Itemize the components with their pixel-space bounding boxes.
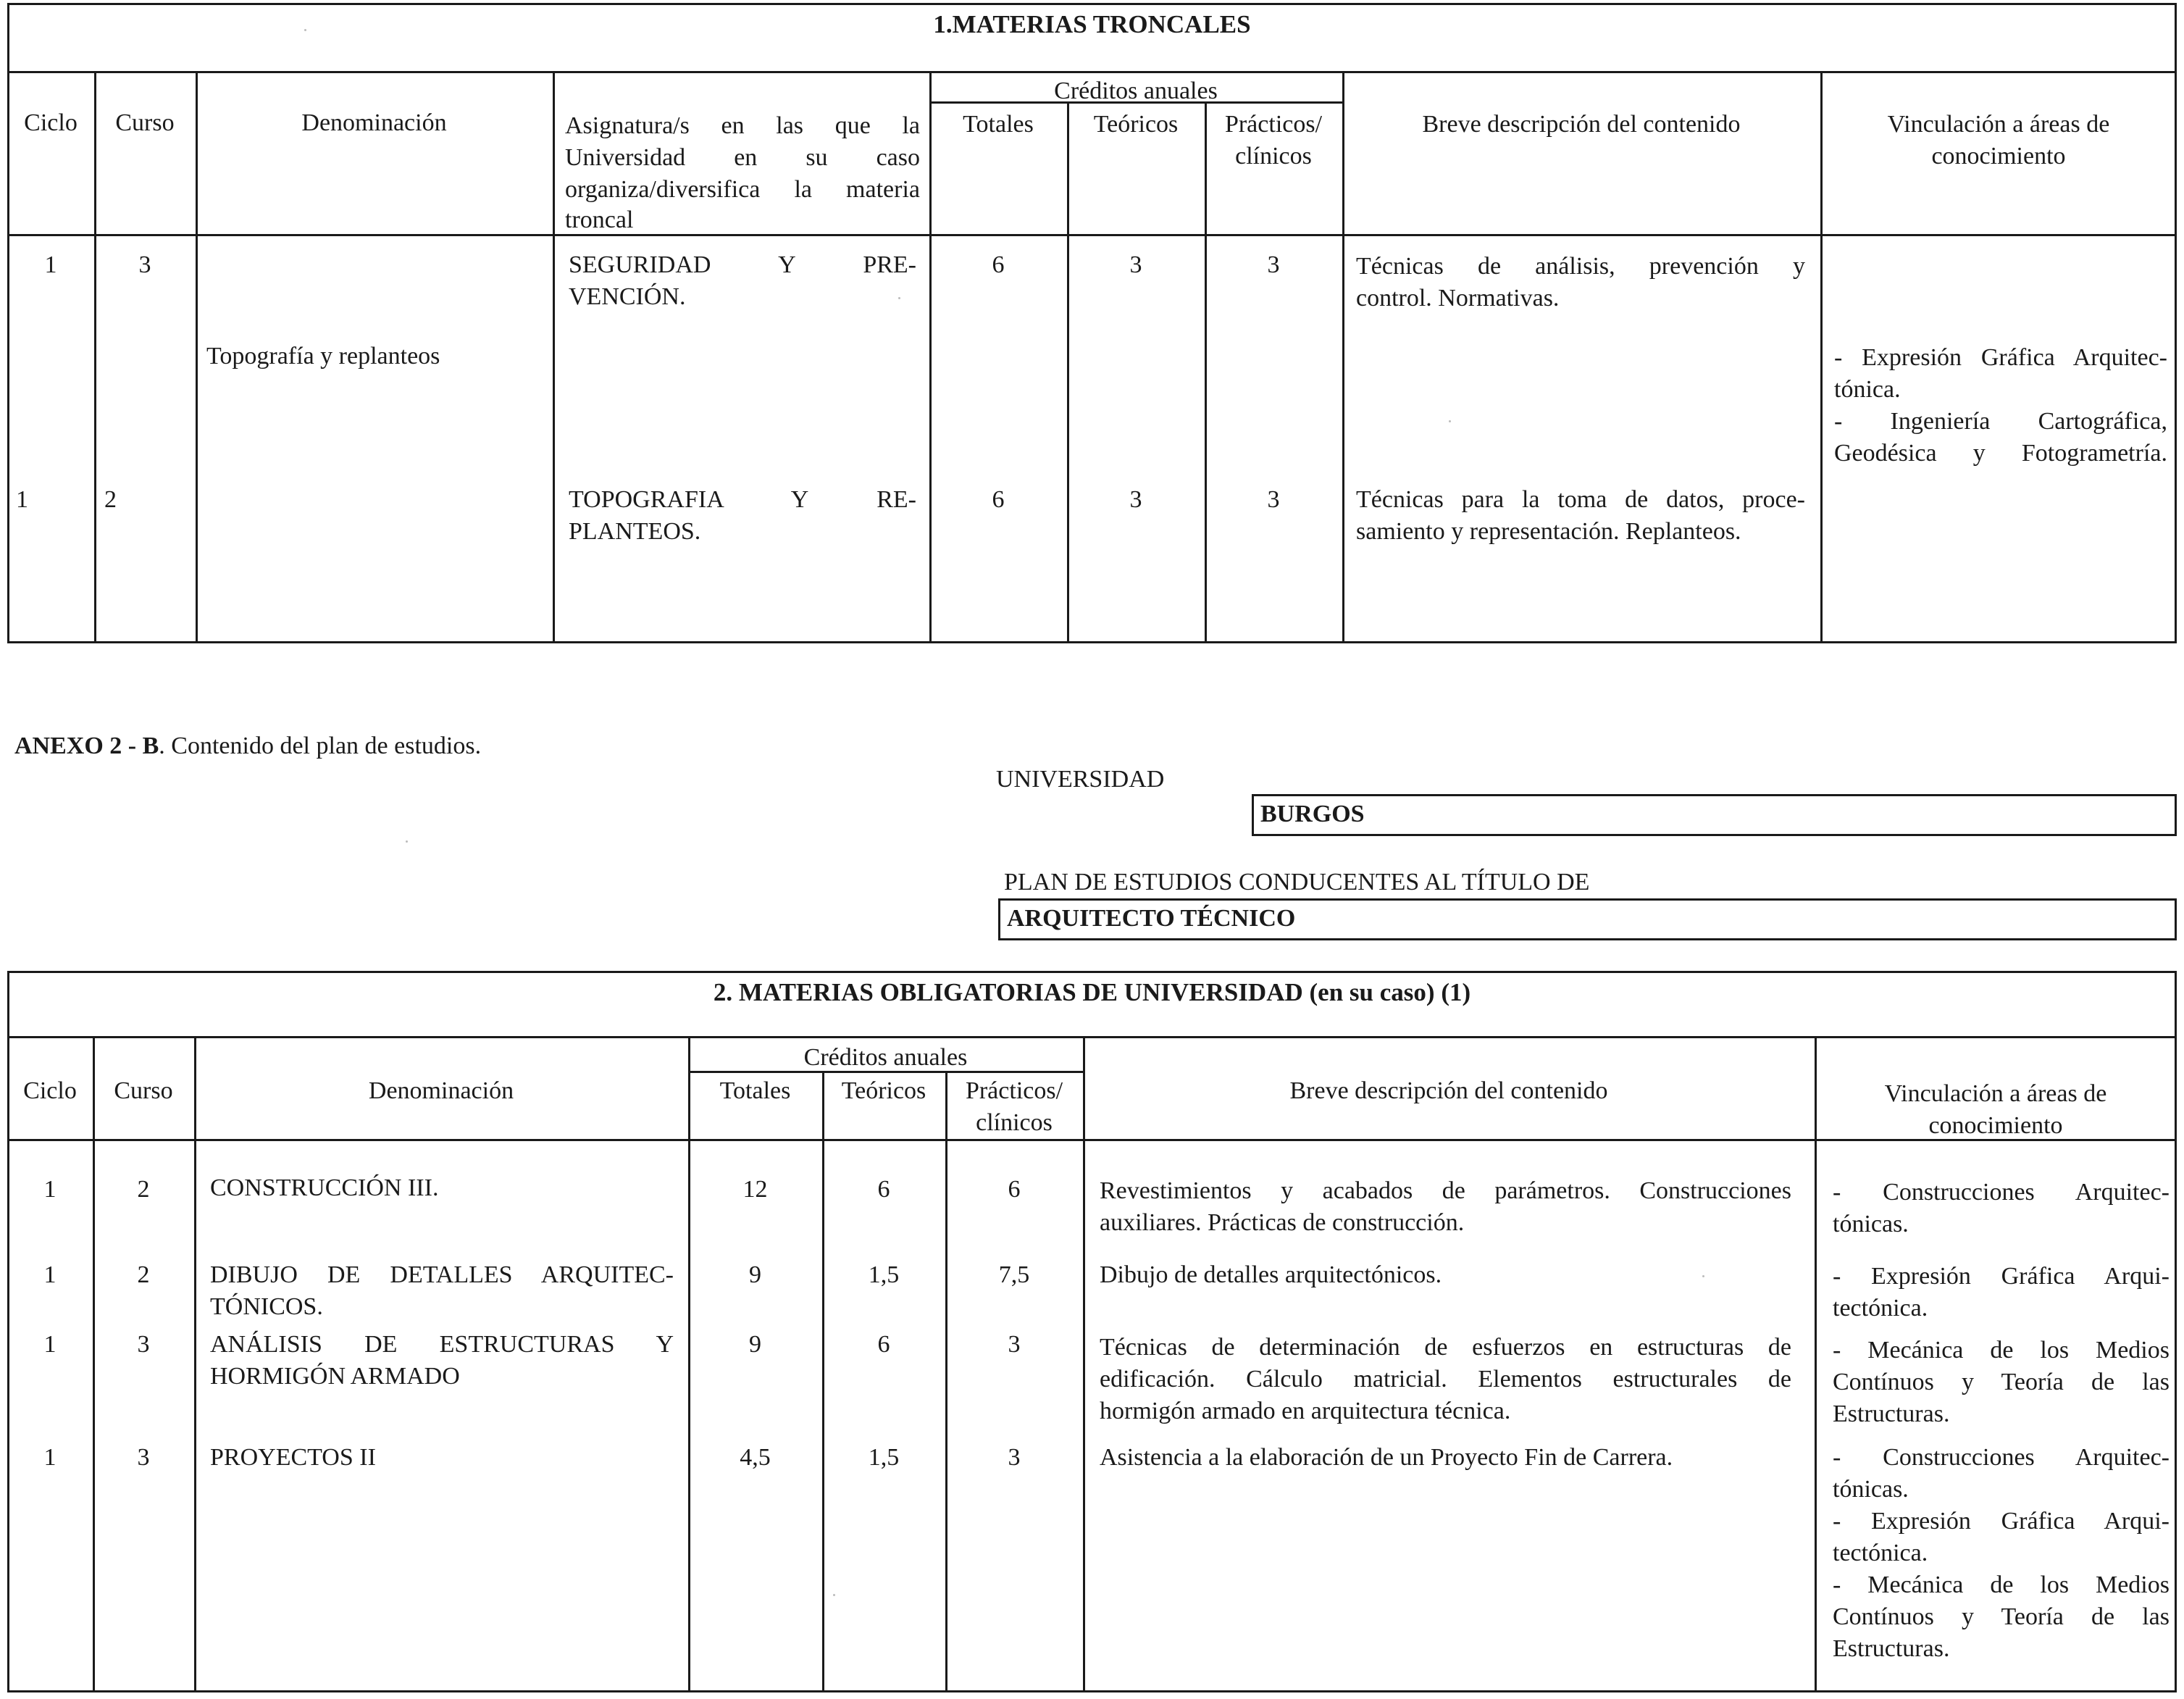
titulo-value: ARQUITECTO TÉCNICO — [1007, 905, 1296, 932]
anexo-label: ANEXO 2 - B — [14, 732, 159, 759]
table2-col-divider — [1083, 1036, 1085, 1692]
header-practicos: clínicos — [1235, 143, 1312, 170]
header-practicos: Prácticos/ — [1224, 111, 1323, 138]
teoricos-cell: 1,5 — [868, 1444, 900, 1471]
table2-title: 2. MATERIAS OBLIGATORIAS DE UNIVERSIDAD (en su caso) (1) — [713, 978, 1471, 1006]
header-vinculacion: Vinculación a áreas de — [1887, 111, 2110, 138]
teoricos-cell: 1,5 — [868, 1261, 900, 1288]
totales-cell: 12 — [742, 1176, 768, 1203]
header-asignatura-line: Asignatura/s en las que la — [565, 112, 920, 139]
table1-col-divider — [1342, 71, 1344, 643]
vinculacion-line: - Expresión Gráfica Arqui- — [1833, 1263, 2170, 1290]
header-asignatura-line: Universidad en su caso — [565, 144, 920, 171]
anexo-text: . Contenido del plan de estudios. — [159, 732, 482, 759]
descripcion-line: Asistencia a la elaboración de un Proyecto Fin de Carrera. — [1100, 1444, 1673, 1471]
ciclo-cell: 1 — [43, 1331, 57, 1358]
ciclo-cell: 1 — [16, 486, 28, 513]
table1-title-divider — [7, 71, 2177, 73]
scan-speck — [406, 840, 408, 843]
practicos-cell: 3 — [1008, 1444, 1021, 1471]
anexo-caption — [14, 730, 481, 762]
vinculacion-line: tónica. — [1834, 376, 1901, 403]
vinculacion-line: - Mecánica de los Medios — [1833, 1571, 2170, 1598]
table1-col-divider — [94, 71, 96, 643]
asignatura-line: TOPOGRAFIA Y RE- — [569, 486, 916, 513]
header-totales: Totales — [719, 1077, 791, 1104]
table1-col-divider — [929, 71, 932, 643]
denominacion-line: CONSTRUCCIÓN III. — [210, 1174, 439, 1201]
vinculacion-line: - Ingeniería Cartográfica, — [1834, 408, 2167, 435]
scan-speck — [1449, 420, 1451, 422]
header-creditos-anuales: Créditos anuales — [1054, 78, 1218, 104]
descripcion-line: Dibujo de detalles arquitectónicos. — [1100, 1261, 1442, 1288]
header-curso: Curso — [115, 109, 175, 136]
asignatura-line: SEGURIDAD Y PRE- — [569, 251, 916, 278]
header-curso: Curso — [114, 1077, 173, 1104]
table1-col-divider — [553, 71, 555, 643]
vinculacion-line: - Mecánica de los Medios — [1833, 1337, 2170, 1364]
header-denominacion: Denominación — [368, 1077, 514, 1104]
curso-cell: 3 — [138, 251, 151, 278]
table2-col-divider — [822, 1071, 824, 1692]
vinculacion-line: tectónica. — [1833, 1540, 1928, 1566]
denominacion-line: TÓNICOS. — [210, 1293, 323, 1320]
header-vinculacion: Vinculación a áreas de — [1884, 1080, 2107, 1107]
table2-title-divider — [7, 1036, 2177, 1038]
practicos-cell: 3 — [1008, 1331, 1021, 1358]
table1-title: 1.MATERIAS TRONCALES — [933, 10, 1251, 38]
header-descripcion: Breve descripción del contenido — [1289, 1077, 1608, 1104]
totales-cell: 6 — [992, 486, 1005, 513]
universidad-value: BURGOS — [1260, 801, 1365, 827]
denominacion-line: ANÁLISIS DE ESTRUCTURAS Y — [210, 1331, 674, 1358]
header-vinculacion: conocimiento — [1928, 1112, 2063, 1139]
header-practicos: clínicos — [976, 1109, 1053, 1136]
header-teoricos: Teóricos — [841, 1077, 926, 1104]
ciclo-cell: 1 — [43, 1176, 57, 1203]
teoricos-cell: 3 — [1129, 486, 1142, 513]
totales-cell: 4,5 — [740, 1444, 771, 1471]
header-asignatura-line: organiza/diversifica la materia — [565, 176, 920, 203]
totales-cell: 6 — [992, 251, 1005, 278]
header-denominacion: Denominación — [301, 109, 447, 136]
table2-col-divider — [194, 1036, 196, 1692]
curso-cell: 3 — [137, 1331, 150, 1358]
header-vinculacion: conocimiento — [1931, 143, 2066, 170]
vinculacion-line: - Expresión Gráfica Arquitec- — [1834, 344, 2167, 371]
table1-col-divider — [196, 71, 198, 643]
universidad-box — [1252, 794, 2177, 836]
vinculacion-line: Estructuras. — [1833, 1400, 1950, 1427]
descripcion-line: Técnicas de análisis, prevención y — [1356, 253, 1805, 280]
universidad-label: UNIVERSIDAD — [996, 766, 1165, 793]
descripcion-line: control. Normativas. — [1356, 285, 1560, 312]
curso-cell: 2 — [104, 486, 117, 513]
teoricos-cell: 6 — [877, 1176, 890, 1203]
header-asignatura-line: troncal — [565, 206, 634, 233]
asignatura-line: VENCIÓN. — [569, 283, 686, 310]
vinculacion-line: Geodésica y Fotogrametría. — [1834, 440, 2167, 467]
scan-speck — [898, 297, 900, 299]
descripcion-line: edificación. Cálculo matricial. Elementos estructurales de — [1100, 1366, 1791, 1393]
vinculacion-line: - Construcciones Arquitec- — [1833, 1179, 2170, 1206]
descripcion-line: Revestimientos y acabados de parámetros. Construcciones — [1100, 1177, 1791, 1204]
table2-col-divider — [688, 1036, 690, 1692]
descripcion-line: Técnicas de determinación de esfuerzos en estructuras de — [1100, 1334, 1791, 1361]
practicos-cell: 7,5 — [998, 1261, 1030, 1288]
denominacion-line: HORMIGÓN ARMADO — [210, 1363, 460, 1390]
scan-speck — [1702, 1275, 1704, 1277]
descripcion-line: hormigón armado en arquitectura técnica. — [1100, 1398, 1511, 1424]
totales-cell: 9 — [749, 1261, 761, 1288]
descripcion-line: Técnicas para la toma de datos, proce- — [1356, 486, 1805, 513]
scan-speck — [304, 29, 306, 31]
denominacion-line: PROYECTOS II — [210, 1444, 376, 1471]
curso-cell: 2 — [137, 1261, 150, 1288]
descripcion-line: auxiliares. Prácticas de construcción. — [1100, 1209, 1465, 1236]
vinculacion-line: Contínuos y Teoría de las — [1833, 1603, 2170, 1630]
table2-col-divider — [945, 1071, 947, 1692]
practicos-cell: 6 — [1008, 1176, 1021, 1203]
vinculacion-line: Contínuos y Teoría de las — [1833, 1369, 2170, 1395]
vinculacion-line: Estructuras. — [1833, 1635, 1950, 1662]
curso-cell: 2 — [137, 1176, 150, 1203]
header-creditos-anuales: Créditos anuales — [803, 1044, 968, 1071]
table1-col-divider — [1205, 101, 1207, 643]
denominacion-line: DIBUJO DE DETALLES ARQUITEC- — [210, 1261, 674, 1288]
totales-cell: 9 — [749, 1331, 761, 1358]
table1-col-divider — [1067, 101, 1069, 643]
vinculacion-line: tónicas. — [1833, 1476, 1909, 1503]
header-ciclo: Ciclo — [24, 109, 78, 136]
header-descripcion: Breve descripción del contenido — [1422, 111, 1741, 138]
ciclo-cell: 1 — [43, 1261, 57, 1288]
practicos-cell: 3 — [1267, 251, 1280, 278]
asignatura-line: PLANTEOS. — [569, 518, 701, 545]
vinculacion-line: - Construcciones Arquitec- — [1833, 1444, 2170, 1471]
table1-header-divider — [7, 234, 2177, 236]
vinculacion-line: - Expresión Gráfica Arqui- — [1833, 1508, 2170, 1535]
header-ciclo: Ciclo — [23, 1077, 77, 1104]
vinculacion-line: tectónica. — [1833, 1295, 1928, 1322]
ciclo-cell: 1 — [43, 1444, 57, 1471]
header-practicos: Prácticos/ — [965, 1077, 1063, 1104]
teoricos-cell: 6 — [877, 1331, 890, 1358]
ciclo-cell: 1 — [44, 251, 57, 278]
header-totales: Totales — [963, 111, 1034, 138]
descripcion-line: samiento y representación. Replanteos. — [1356, 518, 1741, 545]
scan-speck — [833, 1594, 835, 1596]
denominacion-cell: Topografía y replanteos — [206, 343, 440, 370]
practicos-cell: 3 — [1267, 486, 1280, 513]
plan-label: PLAN DE ESTUDIOS CONDUCENTES AL TÍTULO DE — [1004, 869, 1590, 896]
teoricos-cell: 3 — [1129, 251, 1142, 278]
vinculacion-line: tónicas. — [1833, 1211, 1909, 1237]
curso-cell: 3 — [137, 1444, 150, 1471]
header-teoricos: Teóricos — [1093, 111, 1179, 138]
table2-col-divider — [93, 1036, 95, 1692]
